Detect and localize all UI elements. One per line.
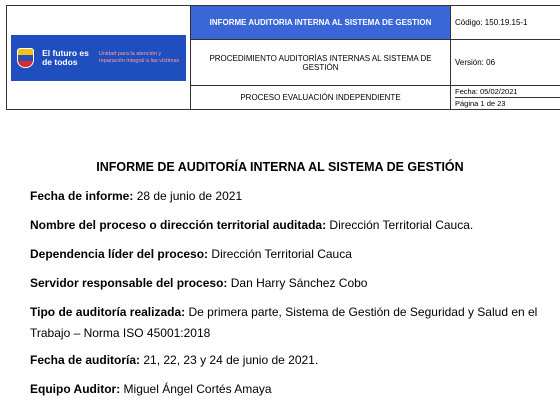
field-value: Dirección Territorial Cauca (208, 247, 352, 261)
colombia-shield-icon (17, 48, 34, 68)
field-audit-date (30, 350, 540, 371)
field-value: De primera parte, Sistema de Gestión de Seguridad y Salud en el Trabajo – Norma ISO 45001:2018 (30, 305, 538, 340)
version-cell: Versión: 06 (451, 40, 560, 86)
field-label: Tipo de auditoría realizada: (30, 305, 186, 319)
field-audit-type (30, 302, 540, 344)
logo-brand: El futuro es de todos (42, 47, 89, 67)
field-value: Miguel Ángel Cortés Amaya (120, 382, 272, 396)
page-field: Página 1 de 23 (455, 97, 560, 109)
document-header-table (6, 5, 560, 110)
field-value: Dirección Territorial Cauca. (326, 218, 474, 232)
field-process-name (30, 215, 540, 236)
logo-cell (7, 6, 191, 110)
document-title: INFORME DE AUDITORÍA INTERNA AL SISTEMA DE GESTIÓN (96, 160, 464, 174)
date-page-cell (451, 86, 560, 110)
field-label: Fecha de informe: (30, 189, 134, 203)
field-report-date (30, 186, 540, 207)
code-cell: Código: 150.19.15-1 (451, 6, 560, 40)
logo-tagline: Unidad para la atención y reparación integral a las víctimas (98, 51, 180, 64)
field-label: Equipo Auditor: (30, 382, 121, 396)
field-value: 28 de junio de 2021 (133, 189, 243, 203)
field-lead-dependency (30, 244, 540, 265)
field-value: Dan Harry Sánchez Cobo (227, 276, 368, 290)
process-cell: PROCESO EVALUACIÓN INDEPENDIENTE (191, 86, 451, 110)
field-label: Servidor responsable del proceso: (30, 276, 228, 290)
field-label: Fecha de auditoría: (30, 353, 141, 367)
field-label: Dependencia líder del proceso: (30, 247, 209, 261)
field-audit-team (30, 379, 540, 400)
entity-logo (11, 35, 186, 81)
field-value: 21, 22, 23 y 24 de junio de 2021. (140, 353, 319, 367)
field-label: Nombre del proceso o dirección territorial auditada: (30, 218, 327, 232)
report-title-cell: INFORME AUDITORIA INTERNA AL SISTEMA DE GESTION (191, 6, 451, 40)
date-field: Fecha: 05/02/2021 (455, 87, 518, 96)
field-responsible-server (30, 273, 540, 294)
procedure-cell: PROCEDIMIENTO AUDITORÍAS INTERNAS AL SISTEMA DE GESTIÓN (191, 40, 451, 86)
